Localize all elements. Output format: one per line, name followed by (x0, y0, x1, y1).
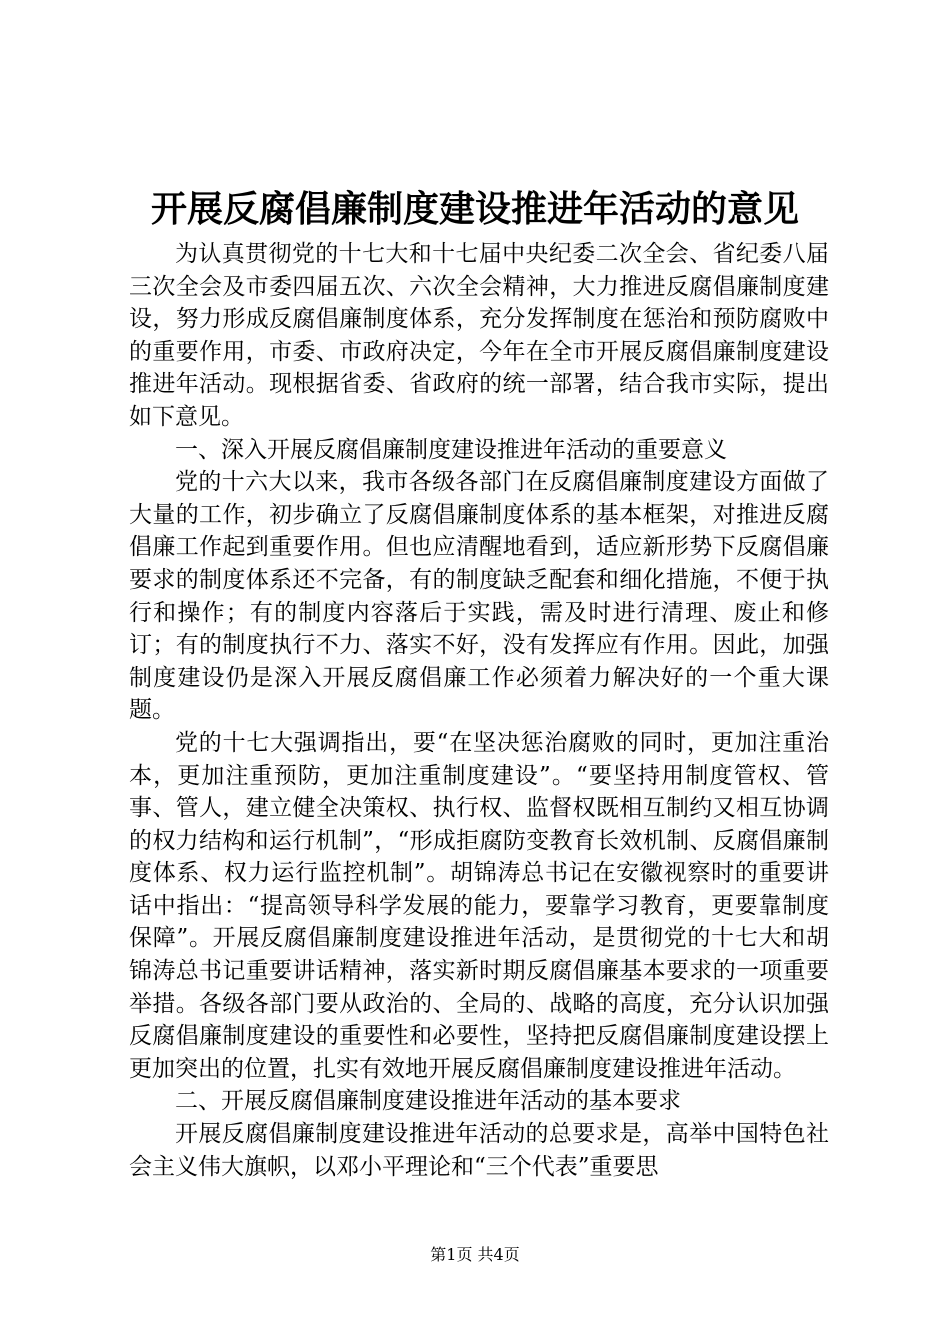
paragraph: 为认真贯彻党的十七大和十七届中央纪委二次全会、省纪委八届三次全会及市委四届五次、六次全会精神，大力推进反腐倡廉制度建设，努力形成反腐倡廉制度体系，充分发挥制度在惩治和预防腐败中的重要作用，市委、市政府决定，今年在全市开展反腐倡廉制度建设推进年活动。现根据省委、省政府的统一部署，结合我市实际，提出如下意见。 (129, 241, 829, 430)
document-title: 开展反腐倡廉制度建设推进年活动的意见 (150, 188, 799, 230)
document-body (129, 238, 829, 1183)
section-heading: 二、开展反腐倡廉制度建设推进年活动的基本要求 (175, 1088, 681, 1115)
section-heading: 一、深入开展反腐倡廉制度建设推进年活动的重要意义 (175, 436, 727, 463)
paragraph: 开展反腐倡廉制度建设推进年活动的总要求是，高举中国特色社会主义伟大旗帜，以邓小平理论和“三个代表”重要思 (129, 1121, 829, 1180)
paragraph: 党的十六大以来，我市各级各部门在反腐倡廉制度建设方面做了大量的工作，初步确立了反腐倡廉制度体系的基本框架，对推进反腐倡廉工作起到重要作用。但也应清醒地看到，适应新形势下反腐倡廉要求的制度体系还不完备，有的制度缺乏配套和细化措施，不便于执行和操作；有的制度内容落后于实践，需及时进行清理、废止和修订；有的制度执行不力、落实不好，没有发挥应有作用。因此，加强制度建设仍是深入开展反腐倡廉工作必须着力解决好的一个重大课题。 (129, 469, 829, 724)
paragraph: 党的十七大强调指出，要“在坚决惩治腐败的同时，更加注重治本，更加注重预防，更加注重制度建设”。“要坚持用制度管权、管事、管人，建立健全决策权、执行权、监督权既相互制约又相互协调的权力结构和运行机制”，“形成拒腐防变教育长效机制、反腐倡廉制度体系、权力运行监控机制”。胡锦涛总书记在安徽视察时的重要讲话中指出：“提高领导科学发展的能力，要靠学习教育，更要靠制度保障”。开展反腐倡廉制度建设推进年活动，是贯彻党的十七大和胡锦涛总书记重要讲话精神，落实新时期反腐倡廉基本要求的一项重要举措。各级各部门要从政治的、全局的、战略的高度，充分认识加强反腐倡廉制度建设的重要性和必要性，坚持把反腐倡廉制度建设摆上更加突出的位置，扎实有效地开展反腐倡廉制度建设推进年活动。 (129, 729, 829, 1082)
page-number-footer: 第1页 共4页 (430, 1245, 520, 1264)
